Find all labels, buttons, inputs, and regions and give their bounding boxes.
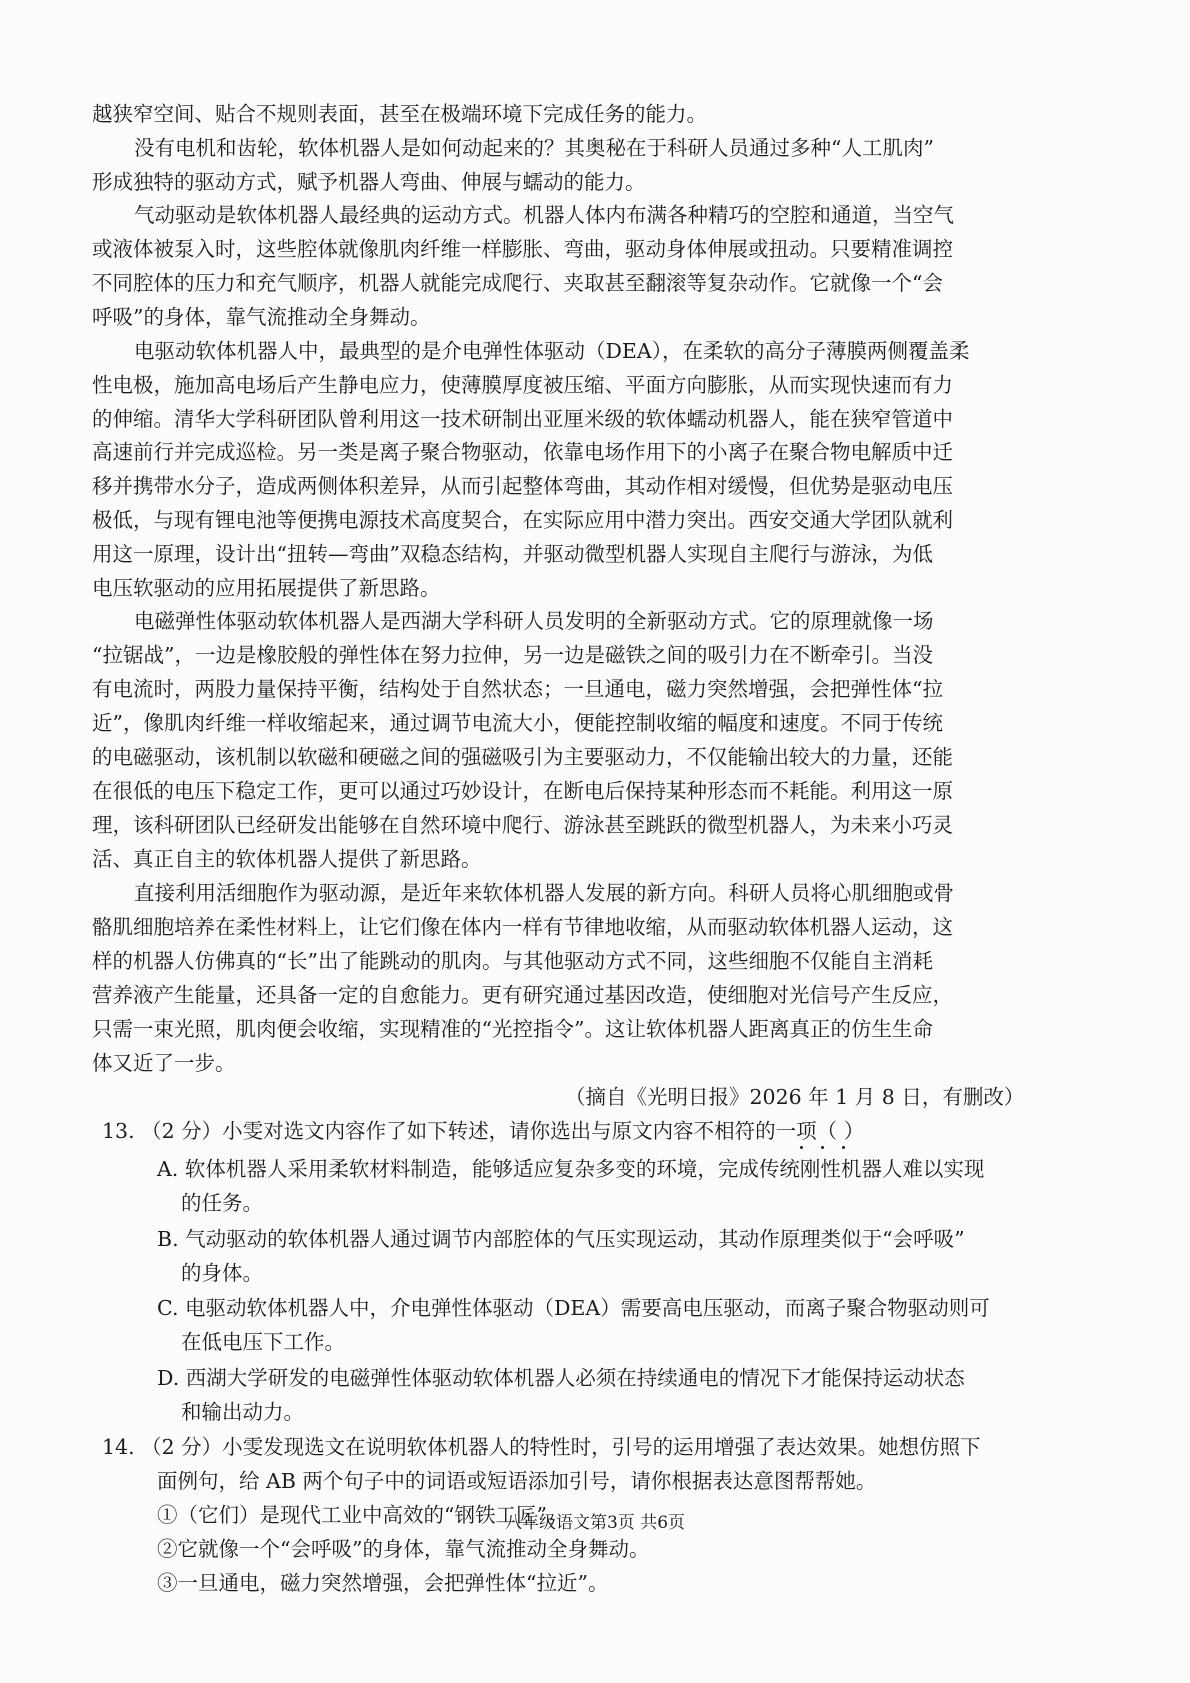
emphasis-dot xyxy=(842,1146,845,1149)
text-line: 近”，像肌肉纤维一样收缩起来，通过调节电流大小，便能控制收缩的幅度和速度。不同于传统 xyxy=(92,711,943,735)
text-line: 在很低的电压下稳定工作，更可以通过巧妙设计，在断电后保持某种形态而不耗能。利用这一原 xyxy=(92,779,953,803)
text-line: 高速前行并完成巡检。另一类是离子聚合物驱动，依靠电场作用下的小离子在聚合物电解质中迁 xyxy=(92,440,953,464)
text-line: 活、真正自主的软体机器人提供了新思路。 xyxy=(92,847,482,871)
text-line: 极低，与现有锂电池等便携电源技术高度契合，在实际应用中潜力突出。西安交通大学团队就利 xyxy=(92,508,953,532)
text-line: 电驱动软体机器人中，最典型的是介电弹性体驱动（DEA），在柔软的高分子薄膜两侧覆盖柔 xyxy=(134,339,970,363)
text-line: 样的机器人仿佛真的“长”出了能跳动的肌肉。与其他驱动方式不同，这些细胞不仅能自主消耗 xyxy=(92,949,933,973)
text-line: 有电流时，两股力量保持平衡，结构处于自然状态；一旦通电，磁力突然增强，会把弹性体“拉 xyxy=(92,677,943,701)
text-line: 的身体。 xyxy=(181,1261,263,1285)
emphasis-dot xyxy=(821,1146,824,1149)
text-line: B. 气动驱动的软体机器人通过调节内部腔体的气压实现运动，其动作原理类似于“会呼吸” xyxy=(157,1227,965,1251)
text-line: 电磁弹性体驱动软体机器人是西湖大学科研人员发明的全新驱动方式。它的原理就像一场 xyxy=(134,609,934,633)
text-line: 理，该科研团队已经研发出能够在自然环境中爬行、游泳甚至跳跃的微型机器人，为未来小巧灵 xyxy=(92,813,953,837)
text-line: 用这一原理，设计出“扭转—弯曲”双稳态结构，并驱动微型机器人实现自主爬行与游泳，为低 xyxy=(92,542,933,566)
text-line: ②它就像一个“会呼吸”的身体，靠气流推动全身舞动。 xyxy=(157,1537,650,1561)
text-line: 呼吸”的身体，靠气流推动全身舞动。 xyxy=(92,305,431,329)
text-line: “拉锯战”，一边是橡胶般的弹性体在努力拉伸，另一边是磁铁之间的吸引力在不断牵引。当没 xyxy=(92,643,933,667)
text-line: 形成独特的驱动方式，赋予机器人弯曲、伸展与蠕动的能力。 xyxy=(92,170,646,194)
text-line: 在低电压下工作。 xyxy=(181,1330,345,1354)
text-line: 14. （2 分）小雯发现选文在说明软体机器人的特性时，引号的运用增强了表达效果。她想仿照下 xyxy=(102,1435,981,1459)
text-line: 13. （2 分）小雯对选文内容作了如下转述，请你选出与原文内容不相符的一项（ ） xyxy=(102,1119,865,1143)
text-line: （摘自《光明日报》2026 年 1 月 8 日，有删改） xyxy=(565,1085,1025,1109)
text-line: 体又近了一步。 xyxy=(92,1051,236,1075)
text-line: A. 软体机器人采用柔软材料制造，能够适应复杂多变的环境，完成传统刚性机器人难以实现 xyxy=(157,1157,985,1181)
text-line: 电压软驱动的应用拓展提供了新思路。 xyxy=(92,576,441,600)
text-line: D. 西湖大学研发的电磁弹性体驱动软体机器人必须在持续通电的情况下才能保持运动状态 xyxy=(157,1366,965,1390)
text-line: ①（它们）是现代工业中高效的“钢铁工匠”。 xyxy=(157,1503,568,1527)
text-line: 不同腔体的压力和充气顺序，机器人就能完成爬行、夹取甚至翻滚等复杂动作。它就像一个“会 xyxy=(92,271,943,295)
emphasis-dot xyxy=(800,1146,803,1149)
text-line: 营养液产生能量，还具备一定的自愈能力。更有研究通过基因改造，使细胞对光信号产生反应， xyxy=(92,983,953,1007)
text-line: 气动驱动是软体机器人最经典的运动方式。机器人体内布满各种精巧的空腔和通道，当空气 xyxy=(134,203,954,227)
page-footer: 八年级语文第3页 共6页 xyxy=(504,1513,686,1533)
text-line: 的任务。 xyxy=(181,1191,263,1215)
text-line: 只需一束光照，肌肉便会收缩，实现精准的“光控指令”。这让软体机器人距离真正的仿生生命 xyxy=(92,1017,933,1041)
text-line: 移并携带水分子，造成两侧体积差异，从而引起整体弯曲，其动作相对缓慢，但优势是驱动电压 xyxy=(92,474,953,498)
text-line: C. 电驱动软体机器人中，介电弹性体驱动（DEA）需要高电压驱动，而离子聚合物驱动则可 xyxy=(157,1296,990,1320)
text-line: 或液体被泵入时，这些腔体就像肌肉纤维一样膨胀、弯曲，驱动身体伸展或扭动。只要精准调控 xyxy=(92,237,953,261)
text-line: ③一旦通电，磁力突然增强，会把弹性体“拉近”。 xyxy=(157,1571,609,1595)
text-line: 骼肌细胞培养在柔性材料上，让它们像在体内一样有节律地收缩，从而驱动软体机器人运动，这 xyxy=(92,915,953,939)
text-line: 没有电机和齿轮，软体机器人是如何动起来的？其奥秘在于科研人员通过多种“人工肌肉” xyxy=(134,136,934,160)
text-line: 的电磁驱动，该机制以软磁和硬磁之间的强磁吸引为主要驱动力，不仅能输出较大的力量，还能 xyxy=(92,745,953,769)
text-line: 越狭窄空间、贴合不规则表面，甚至在极端环境下完成任务的能力。 xyxy=(92,102,707,126)
text-line: 的伸缩。清华大学科研团队曾利用这一技术研制出亚厘米级的软体蠕动机器人，能在狭窄管道中 xyxy=(92,407,953,431)
text-line: 性电极，施加高电场后产生静电应力，使薄膜厚度被压缩、平面方向膨胀，从而实现快速而有力 xyxy=(92,373,953,397)
text-line: 直接利用活细胞作为驱动源，是近年来软体机器人发展的新方向。科研人员将心肌细胞或骨 xyxy=(134,881,954,905)
text-line: 和输出动力。 xyxy=(181,1400,304,1424)
text-line: 面例句，给 AB 两个句子中的词语或短语添加引号，请你根据表达意图帮帮她。 xyxy=(157,1469,877,1493)
